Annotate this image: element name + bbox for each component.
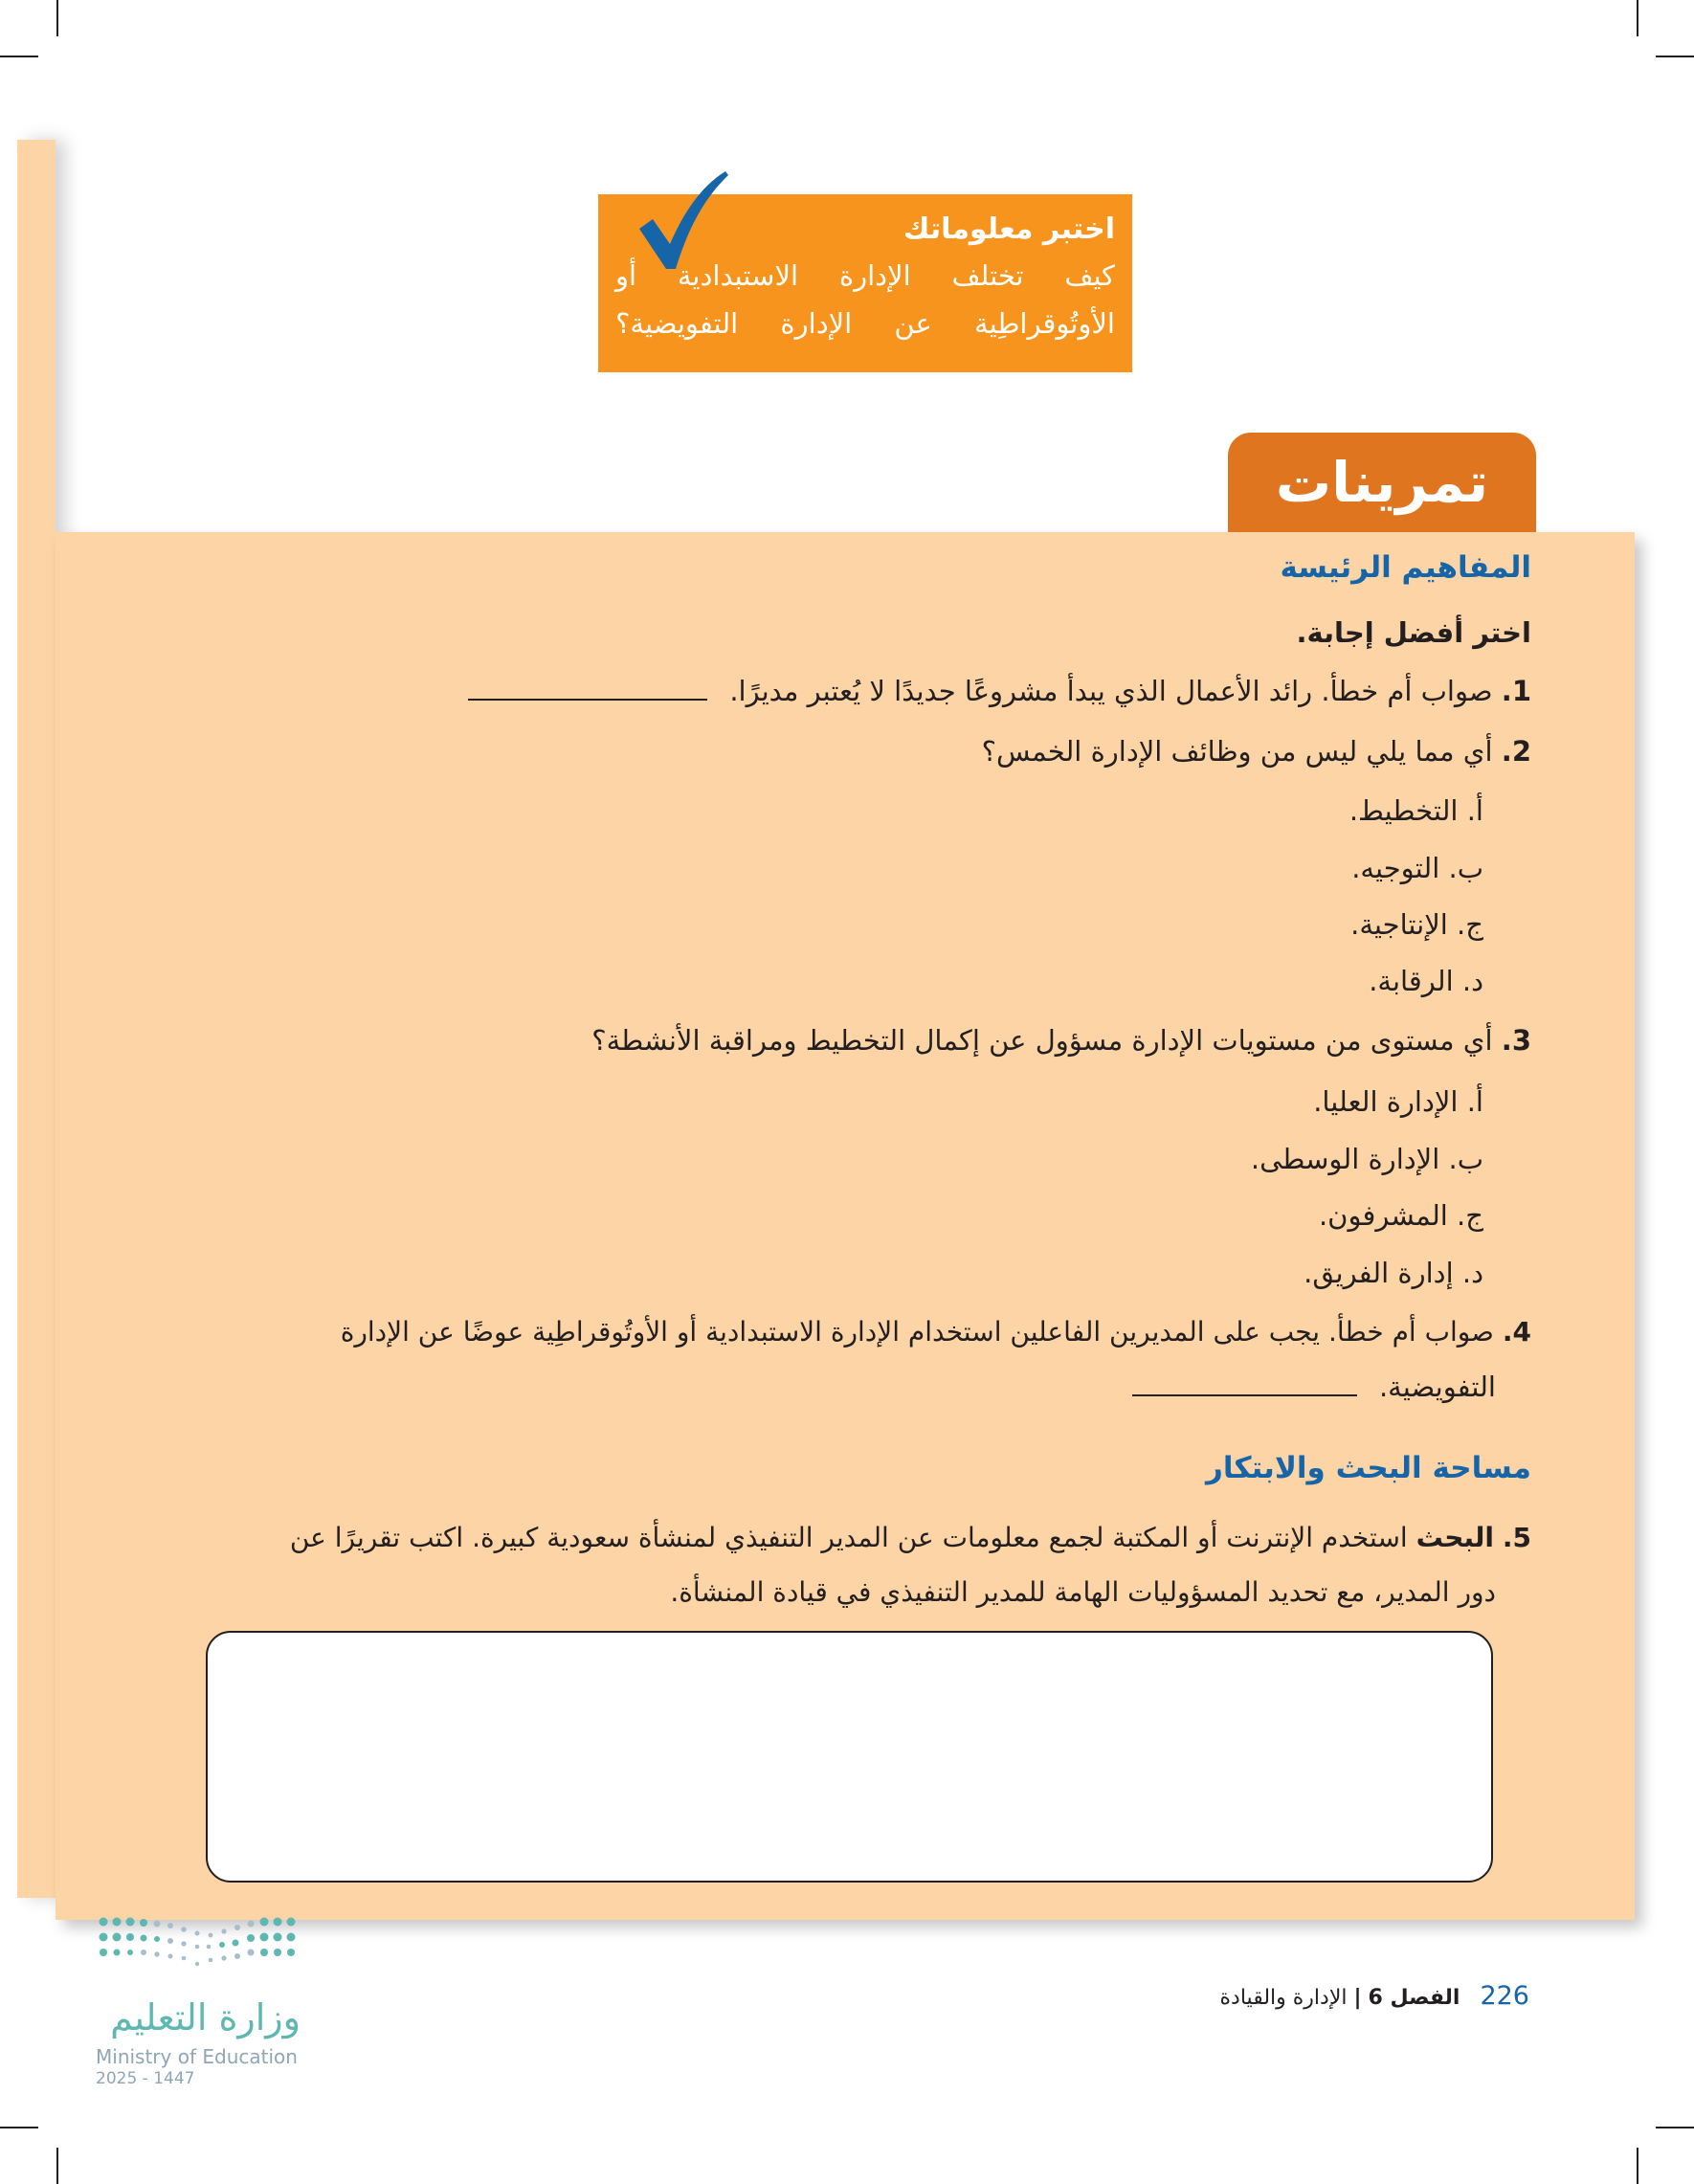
crop-mark: [0, 56, 38, 57]
crop-mark: [1637, 0, 1638, 36]
option-d[interactable]: د. الرقابة.: [1369, 965, 1483, 997]
page-footer: [1220, 1981, 1529, 2011]
question-text: استخدم الإنترنت أو المكتبة لجمع معلومات عن المدير التنفيذي لمنشأة سعودية كبيرة. اكتب تقريرًا عن: [289, 1522, 1408, 1553]
crop-mark: [1656, 2127, 1694, 2128]
question-4-cont: [1132, 1371, 1496, 1403]
question-number: 2.: [1501, 735, 1531, 768]
option-b[interactable]: ب. التوجيه.: [1351, 852, 1483, 884]
crop-mark: [56, 2148, 58, 2184]
crop-mark: [0, 2127, 38, 2128]
check-knowledge-line1: كيف تختلف الإدارة الاستبدادية أو: [615, 259, 1115, 292]
checkmark-icon: [634, 169, 729, 275]
chapter-label: الفصل 6: [1368, 1986, 1460, 2010]
footer-separator: |: [1353, 1986, 1362, 2010]
left-margin-strip: [17, 140, 56, 1898]
question-number: 3.: [1501, 1024, 1531, 1057]
option-b[interactable]: ب. الإدارة الوسطى.: [1250, 1143, 1483, 1175]
option-a[interactable]: أ. التخطيط.: [1349, 794, 1483, 827]
check-knowledge-box: [598, 194, 1132, 372]
option-c[interactable]: ج. الإنتاجية.: [1350, 908, 1483, 941]
check-knowledge-line2: الأوتُوقراطِية عن الإدارة التفويضية؟: [615, 307, 1115, 340]
question-number: 1.: [1501, 675, 1531, 707]
question-text: صواب أم خطأ. يجب على المديرين الفاعلين استخدام الإدارة الاستبدادية أو الأوتُوقراطِية عوضًا عن الإدارة: [340, 1316, 1494, 1348]
question-text: أي مما يلي ليس من وظائف الإدارة الخمس؟: [981, 735, 1493, 768]
option-c[interactable]: ج. المشرفون.: [1318, 1199, 1483, 1232]
option-a[interactable]: أ. الإدارة العليا.: [1313, 1085, 1483, 1118]
question-number: 4.: [1502, 1316, 1531, 1348]
crop-mark: [1637, 2148, 1638, 2184]
question-text: صواب أم خطأ. رائد الأعمال الذي يبدأ مشروعًا جديدًا لا يُعتبر مديرًا.: [729, 675, 1493, 707]
answer-blank[interactable]: [1132, 1394, 1357, 1396]
instruction-text: اختر أفضل إجابة.: [1296, 616, 1531, 649]
question-2: [982, 735, 1531, 768]
question-text: أي مستوى من مستويات الإدارة مسؤول عن إكمال التخطيط ومراقبة الأنشطة؟: [591, 1024, 1493, 1057]
ministry-logo-dots-icon: [92, 1912, 312, 1989]
question-number: 5.: [1502, 1522, 1531, 1553]
ministry-name-arabic: وزارة التعليم: [110, 1996, 301, 2039]
question-3: [591, 1024, 1531, 1057]
check-knowledge-title: اختبر معلوماتك: [903, 212, 1115, 246]
question-5: [290, 1522, 1531, 1553]
ministry-year: 2025 - 1447: [96, 2069, 195, 2088]
question-5-cont: دور المدير، مع تحديد المسؤوليات الهامة للمدير التنفيذي في قيادة المنشأة.: [670, 1576, 1496, 1608]
page-number: 226: [1480, 1981, 1529, 2011]
option-d[interactable]: د. إدارة الفريق.: [1304, 1257, 1483, 1289]
answer-blank[interactable]: [468, 699, 707, 701]
answer-textbox[interactable]: [206, 1631, 1493, 1883]
exercises-tab: تمرينات: [1228, 433, 1536, 532]
chapter-title: الإدارة والقيادة: [1219, 1986, 1348, 2010]
research-heading: مساحة البحث والابتكار: [1206, 1451, 1531, 1485]
crop-mark: [56, 0, 58, 36]
question-4: [341, 1316, 1531, 1348]
key-concepts-heading: المفاهيم الرئيسة: [1280, 550, 1531, 585]
question-text: التفويضية.: [1378, 1371, 1496, 1403]
crop-mark: [1656, 56, 1694, 57]
question-1: [468, 675, 1531, 707]
ministry-name-english: Ministry of Education: [96, 2045, 298, 2068]
question-keyword: البحث: [1415, 1522, 1494, 1553]
